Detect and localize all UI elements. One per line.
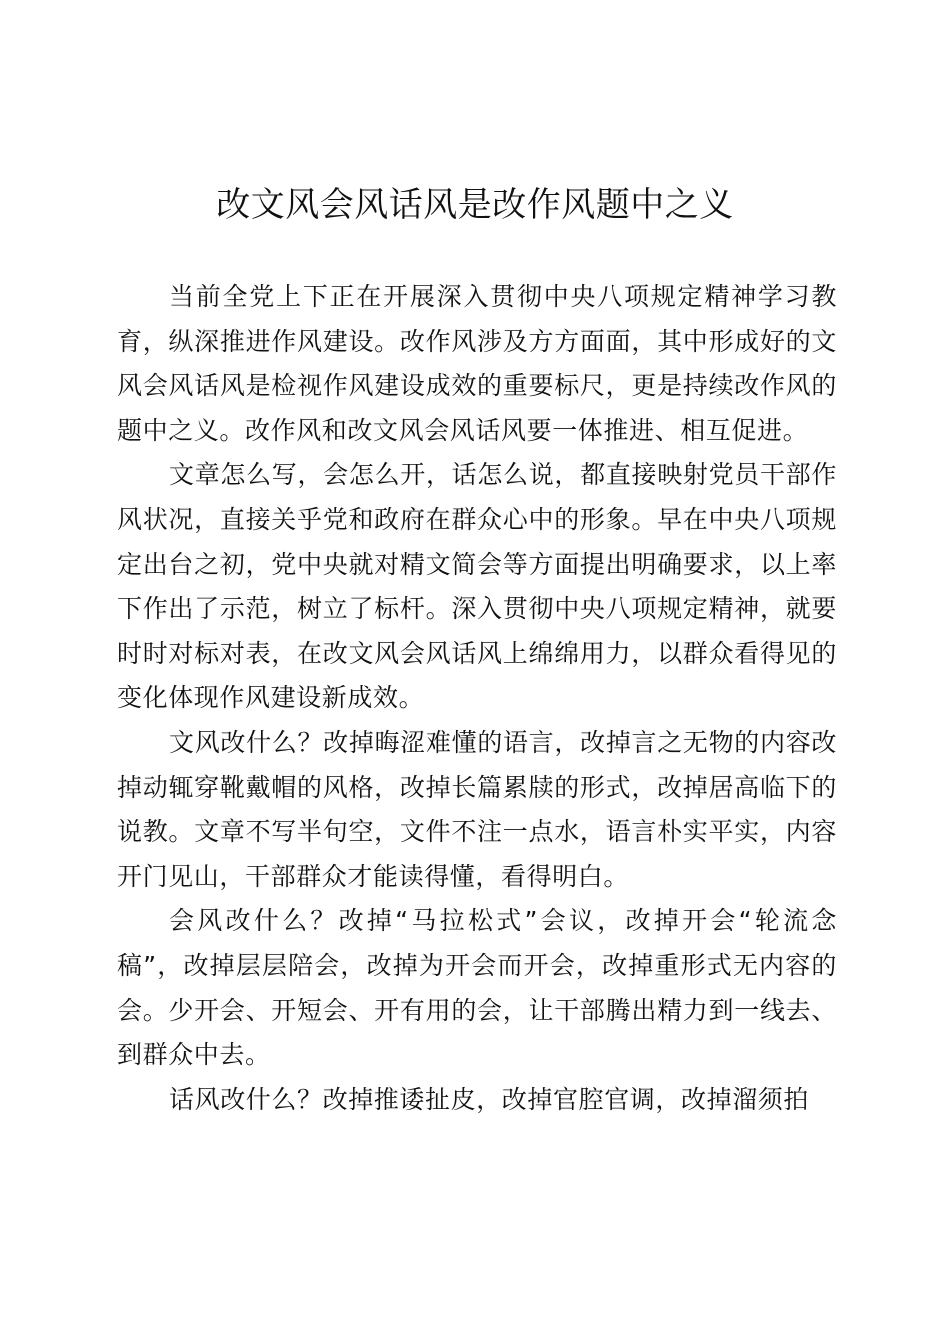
- paragraph: 当前全党上下正在开展深入贯彻中央八项规定精神学习教育，纵深推进作风建设。改作风涉及方方面面，其中形成好的文风会风话风是检视作风建设成效的重要标尺，更是持续改作风的题中之义。改作风和改文风会风话风要一体推进、相互促进。: [117, 282, 837, 445]
- document-body: [117, 275, 837, 1122]
- paragraph: 会风改什么？改掉“马拉松式”会议，改掉开会“轮流念稿”，改掉层层陪会，改掉为开会而开会，改掉重形式无内容的会。少开会、开短会、开有用的会，让干部腾出精力到一线去、到群众中去。: [117, 906, 837, 1070]
- paragraph: 文章怎么写，会怎么开，话怎么说，都直接映射党员干部作风状况，直接关乎党和政府在群众心中的形象。早在中央八项规定出台之初，党中央就对精文简会等方面提出明确要求，以上率下作出了示范，树立了标杆。深入贯彻中央八项规定精神，就要时时对标对表，在改文风会风话风上绵绵用力，以群众看得见的变化体现作风建设新成效。: [117, 460, 837, 713]
- paragraph: 文风改什么？改掉晦涩难懂的语言，改掉言之无物的内容改掉动辄穿靴戴帽的风格，改掉长篇累牍的形式，改掉居高临下的说教。文章不写半句空，文件不注一点水，语言朴实平实，内容开门见山，干部群众才能读得懂，看得明白。: [117, 727, 837, 891]
- document-title: 改文风会风话风是改作风题中之义: [216, 185, 734, 225]
- paragraph: 话风改什么？改掉推诿扯皮，改掉官腔官调，改掉溜须拍: [169, 1084, 810, 1114]
